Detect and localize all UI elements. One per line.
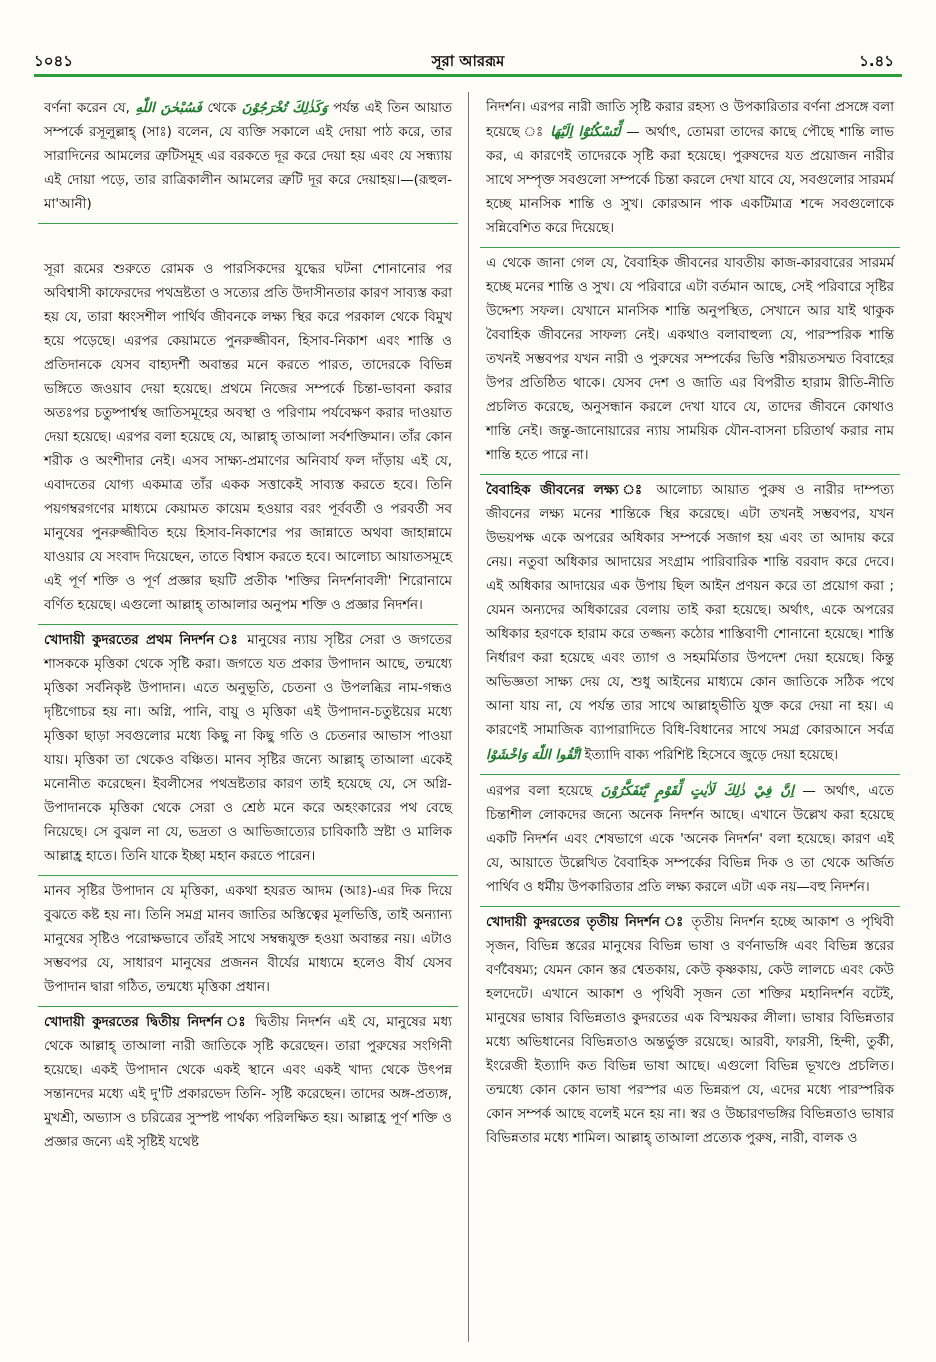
right-column <box>480 92 900 1157</box>
arabic-phrase: وَاخْشَوْا <box>486 747 528 763</box>
paragraph-hadith: বর্ণনা করেন যে, فَسُبْحٰنَ اللّٰهِ থেকে وَكَذٰلِكَ تُخْرَجُوْنَ পর্যন্ত এই তিন আয়াত সম্পর্কে রসূলুল্লাহ্ (সাঃ) বলেন, যে ব্যক্তি সকালে এই দোয়া পাঠ করে, তার সারাদিনের আমলের ত্রুটিসমূহ এর বরকতে দূর করে দেয়া হয় এবং যে সন্ধ্যায় এই দোয়া পড়ে, তার রাত্রিকালীন আমলের ত্রুটি দূর করে দেয়াহয়।—(রূহুল-মা'আনী) <box>38 92 458 224</box>
column-divider <box>468 92 469 1342</box>
paragraph-summary: সূরা রূমের শুরুতে রোমক ও পারসিকদের যুদ্ধের ঘটনা শোনানোর পর অবিশ্বাসী কাফেরদের পথভ্রষ্টতা ও সত্যের প্রতি উদাসীনতার কারণ সাব্যস্ত করা হয় যে, তারা ধ্বংসশীল পার্থিব জীবনকে লক্ষ্য স্থির করে পরকাল থেকে বিমুখ হয়ে পড়েছে। এরপর কেয়ামতে পুনরুজ্জীবন, হিসাব-নিকাশ এবং শাস্তি ও প্রতিদানকে যেসব বাহ্যদর্শী অবান্তর মনে করতে পারত, তাদেরকে বিভিন্ন ভঙ্গিতে জওয়াব দেয়া হয়েছে। প্রথমে নিজের সম্পর্কে চিন্তা-ভাবনা করার অতঃপর চতুষ্পার্শ্বস্থ জাতিসমূহের অবস্থা ও পরিণাম পর্যবেক্ষণ করার দাওয়াত দেয়া হয়েছে। এরপর বলা হয়েছে যে, আল্লাহ্ তাআলা সর্বশক্তিমান। তাঁর কোন শরীক ও অংশীদার নেই। এসব সাক্ষ্য-প্রমাণের অনিবার্য ফল দাঁড়ায় এই যে, এবাদতের যোগ্য একমাত্র তাঁর একক সত্তাকেই সাব্যস্ত করতে হবে। তিনি পয়গম্বরগণের মাধ্যমে কেয়ামত কায়েম হওয়ার বরং পূর্ববর্তী ও পরবর্তী সব মানুষের পুনরুজ্জীবিত হয়ে হিসাব-নিকাশের পর জান্নাতে অথবা জাহান্নামে যাওয়ার যে সংবাদ দিয়েছেন, তাতে বিশ্বাস করতে হবে। আলোচ্য আয়াতসমূহে এই পূর্ণ শক্তি ও পূর্ণ প্রজ্ঞার ছয়টি প্রতীক 'শক্তির নিদর্শনাবলী' শিরোনামে বর্ণিত হয়েছে। এগুলো আল্লাহ্ তাআলার অনুপম শক্তি ও প্রজ্ঞার নিদর্শন। <box>38 254 458 625</box>
section-heading: খোদায়ী কুদরতের তৃতীয় নিদর্শন ঃ <box>486 915 686 930</box>
paragraph-first-sign: খোদায়ী কুদরতের প্রথম নিদর্শন ঃ মানুষের ন্যায় সৃষ্টির সেরা ও জগতের শাসককে মৃত্তিকা থেকে সৃষ্টি করা। জগতে যত প্রকার উপাদান আছে, তন্মধ্যে মৃত্তিকা সর্বনিকৃষ্ট উপাদান। এতে অনুভূতি, চেতনা ও উপলব্ধির নাম-গন্ধও দৃষ্টিগোচর হয় না। অগ্নি, পানি, বায়ু ও মৃত্তিকা এই উপাদান-চতুষ্টয়ের মধ্যে মৃত্তিকা ছাড়া সবগুলোর মধ্যে কিছু না কিছু গতি ও চেতনার আভাস পাওয়া যায়। মৃত্তিকা তা থেকেও বঞ্চিত। মানব সৃষ্টির জন্যে আল্লাহ্ তাআলা একেই মনোনীত করেছেন। ইবলীসের পথভ্রষ্টতার কারণ তাই হয়েছে যে, সে অগ্নি-উপাদানকে মৃত্তিকা থেকে সেরা ও শ্রেষ্ঠ মনে করে অহংকারের পথ বেছে নিয়েছে। সে বুঝল না যে, ভদ্রতা ও আভিজাত্যের চাবিকাঠি স্রষ্টা ও মালিক আল্লাহ্র হাতে। তিনি যাকে ইচ্ছা মহান করতে পারেন। <box>38 625 458 876</box>
section-heading: বৈবাহিক জীবনের লক্ষ্য ঃ <box>486 483 648 498</box>
left-column <box>38 92 458 1161</box>
paragraph-many-signs: এরপর বলা হয়েছে اِنَّ فِيْ ذٰلِكَ لَاٰيٰتٍ لِّقَوْمٍ يَّتَفَكَّرُوْنَ — অর্থাৎ, এতে চিন্তাশীল লোকদের জন্যে অনেক নিদর্শন আছে। এখানে উল্লেখ করা হয়েছে একটি নিদর্শন এবং শেষভাগে একে 'অনেক নিদর্শন' বলা হয়েছে। কারণ এই যে, আয়াতে উল্লেখিত বৈবাহিক সম্পর্কের বিভিন্ন দিক ও তা থেকে অর্জিত পার্থিব ও ধর্মীয় উপকারিতার প্রতি লক্ষ্য করলে এটা এক নয়—বহু নিদর্শন। <box>480 775 900 907</box>
arabic-phrase: فَسُبْحٰنَ اللّٰهِ <box>135 100 202 116</box>
section-heading: খোদায়ী কুদরতের দ্বিতীয় নিদর্শন ঃ <box>44 1015 249 1030</box>
page-header <box>0 0 936 80</box>
section-heading: খোদায়ী কুদরতের প্রথম নিদর্শন ঃ <box>44 633 241 648</box>
right-page-number: ১.৪১ <box>859 52 894 70</box>
paragraph-clay: মানব সৃষ্টির উপাদান যে মৃত্তিকা, একথা হযরত আদম (আঃ)-এর দিক দিয়ে বুঝতে কষ্ট হয় না। তিনি সমগ্র মানব জাতির অস্তিত্বের মূলভিত্তি, তাই অন্যান্য মানুষের সৃষ্টিও পরোক্ষভাবে তাঁরই সাথে সম্বন্ধযুক্ত হওয়া অবান্তর নয়। এটাও সম্ভবপর যে, সাধারণ মানুষের প্রজনন বীর্যের মাধ্যমে হলেও বীর্য যেসব উপাদান দ্বারা গঠিত, তন্মধ্যে মৃত্তিকা প্রধান। <box>38 876 458 1007</box>
arabic-phrase: اِنَّ فِيْ ذٰلِكَ لَاٰيٰتٍ لِّقَوْمٍ يَّتَفَكَّرُوْنَ <box>600 783 794 799</box>
paragraph-marriage: এ থেকে জানা গেল যে, বৈবাহিক জীবনের যাবতীয় কাজ-কারবারের সারমর্ম হচ্ছে মনের শান্তি ও সুখ। যে পরিবারে এটা বর্তমান আছে, সেই পরিবারে সৃষ্টির উদ্দেশ্য সফল। যেখানে মানসিক শান্তি অনুপস্থিত, সেখানে আর যাই থাকুক বৈবাহিক জীবনের সাফল্য নেই। একথাও বলাবাহুল্য যে, পারস্পরিক শান্তি তখনই সম্ভবপর যখন নারী ও পুরুষের সম্পর্কের ভিত্তি শরীয়তসম্মত বিবাহের উপর প্রতিষ্ঠিত থাকে। যেসব দেশ ও জাতি এর বিপরীত হারাম রীতি-নীতি প্রচলিত করেছে, অনুসন্ধান করলে দেখা যাবে যে, তাদের জীবনে কোথাও শান্তি নেই। জন্তু-জানোয়ারের ন্যায় সাময়িক যৌন-বাসনা চরিতার্থ করার নাম শান্তি হতে পারে না। <box>480 248 900 475</box>
arabic-phrase: وَكَذٰلِكَ تُخْرَجُوْنَ <box>241 100 328 116</box>
arabic-phrase: اتَّقُوا اللّٰهَ <box>531 747 581 763</box>
paragraph-marriage-goal: বৈবাহিক জীবনের লক্ষ্য ঃ আলোচ্য আয়াত পুরুষ ও নারীর দাম্পত্য জীবনের লক্ষ্য মনের শান্তিকে স্থির করেছে। এটা তখনই সম্ভবপর, যখন উভয়পক্ষ একে অপরের অধিকার সম্পর্কে সজাগ হয় এবং তা আদায় করে নেয়। নতুবা অধিকার আদায়ের সংগ্রাম পারিবারিক শান্তি বরবাদ করে দেবে। এই অধিকার আদায়ের এক উপায় ছিল আইন প্রণয়ন করে তা প্রয়োগ করা ; যেমন অন্যদের অধিকারের বেলায় তাই করা হয়েছে। অর্থাৎ, একে অপরের অধিকার হরণকে হারাম করে তজ্জন্য কঠোর শাস্তিবাণী শোনানো হয়েছে। শাস্তি নির্ধারণ করা হয়েছে এবং ত্যাগ ও সহমর্মিতার উপদেশ দেয়া হয়েছে। কিন্তু অভিজ্ঞতা সাক্ষ্য দেয় যে, শুধু আইনের মাধ্যমে কোন জাতিকে সঠিক পথে আনা যায় না, যে পর্যন্ত তার সাথে আল্লাহ্ভীতি যুক্ত করে দেয়া না হয়। এ কারণেই সামাজিক ব্যাপারাদিতে বিধি-বিধানের সাথে সমগ্র কোরআনে সর্বত্র اتَّقُوا اللّٰهَ وَاخْشَوْا ইত্যাদি বাক্য পরিশিষ্ট হিসেবে জুড়ে দেয়া হয়েছে। <box>480 475 900 775</box>
surah-title: সূরা আররূম <box>431 52 505 70</box>
arabic-phrase: لِّتَسْكُنُوْٓا اِلَيْهَا <box>550 124 621 140</box>
left-page-number: ১০৪১ <box>34 52 73 70</box>
paragraph-tranquility: নিদর্শন। এরপর নারী জাতি সৃষ্টি করার রহস্য ও উপকারিতার বর্ণনা প্রসঙ্গে বলা হয়েছে ঃ لِّتَسْكُنُوْٓا اِلَيْهَا — অর্থাৎ, তোমরা তাদের কাছে পৌছে শান্তি লাভ কর, এ কারণেই তাদেরকে সৃষ্টি করা হয়েছে। পুরুষদের যত প্রয়োজন নারীর সাথে সম্পৃক্ত সবগুলো সম্পর্কে চিন্তা করলে দেখা যাবে যে, সবগুলোর সারমর্ম হচ্ছে মানসিক শান্তি ও সুখ। কোরআন পাক একটিমাত্র শব্দে সবগুলোকে সন্নিবেশিত করে দিয়েছে। <box>480 92 900 248</box>
paragraph-third-sign: খোদায়ী কুদরতের তৃতীয় নিদর্শন ঃ তৃতীয় নিদর্শন হচ্ছে আকাশ ও পৃথিবী সৃজন, বিভিন্ন স্তরের মানুষের বিভিন্ন ভাষা ও বর্ণনাভঙ্গি এবং বিভিন্ন স্তরের বর্ণবৈষম্য; যেমন কোন স্তর শ্বেতকায়, কেউ কৃষ্ণকায়, কেউ লালচে এবং কেউ হলদেটে। এখানে আকাশ ও পৃথিবী সৃজন তো শক্তির মহানিদর্শন বটেই, মানুষের ভাষার বিভিন্নতাও কুদরতের এক বিস্ময়কর লীলা। ভাষার বিভিন্নতার মধ্যে অভিধানের বিভিন্নতাও অন্তর্ভুক্ত রয়েছে। আরবী, ফারসী, হিন্দী, তুর্কী, ইংরেজী ইত্যাদি কত বিভিন্ন ভাষা আছে। এগুলো বিভিন্ন ভূখণ্ডে প্রচলিত। তন্মধ্যে কোন কোন ভাষা পরস্পর এত ভিন্নরূপ যে, এদের মধ্যে পারস্পরিক কোন সম্পর্ক আছে বলেই মনে হয় না। স্বর ও উচ্চারণভঙ্গির বিভিন্নতাও ভাষার বিভিন্নতার মধ্যে শামিল। আল্লাহ্ তাআলা প্রত্যেক পুরুষ, নারী, বালক ও <box>486 915 894 1146</box>
paragraph-second-sign: খোদায়ী কুদরতের দ্বিতীয় নিদর্শন ঃ দ্বিতীয় নিদর্শন এই যে, মানুষের মধ্য থেকে আল্লাহ্ তাআলা নারী জাতিকে সৃষ্টি করেছেন। তারা পুরুষের সংগিনী হয়েছে। একই উপাদান থেকে একই স্থানে এবং একই খাদ্য থেকে উৎপন্ন সন্তানদের মধ্যে এই দু'টি প্রকারভেদ তিনি- সৃষ্টি করেছেন। তাদের অঙ্গ-প্রত্যঙ্গ, মুখশ্রী, অভ্যাস ও চরিত্রের সুস্পষ্ট পার্থক্য পরিলক্ষিত হয়। আল্লাহ্র পূর্ণ শক্তি ও প্রজ্ঞার জন্যে এই সৃষ্টিই যথেষ্ট <box>44 1015 452 1150</box>
header-rule <box>34 74 902 77</box>
